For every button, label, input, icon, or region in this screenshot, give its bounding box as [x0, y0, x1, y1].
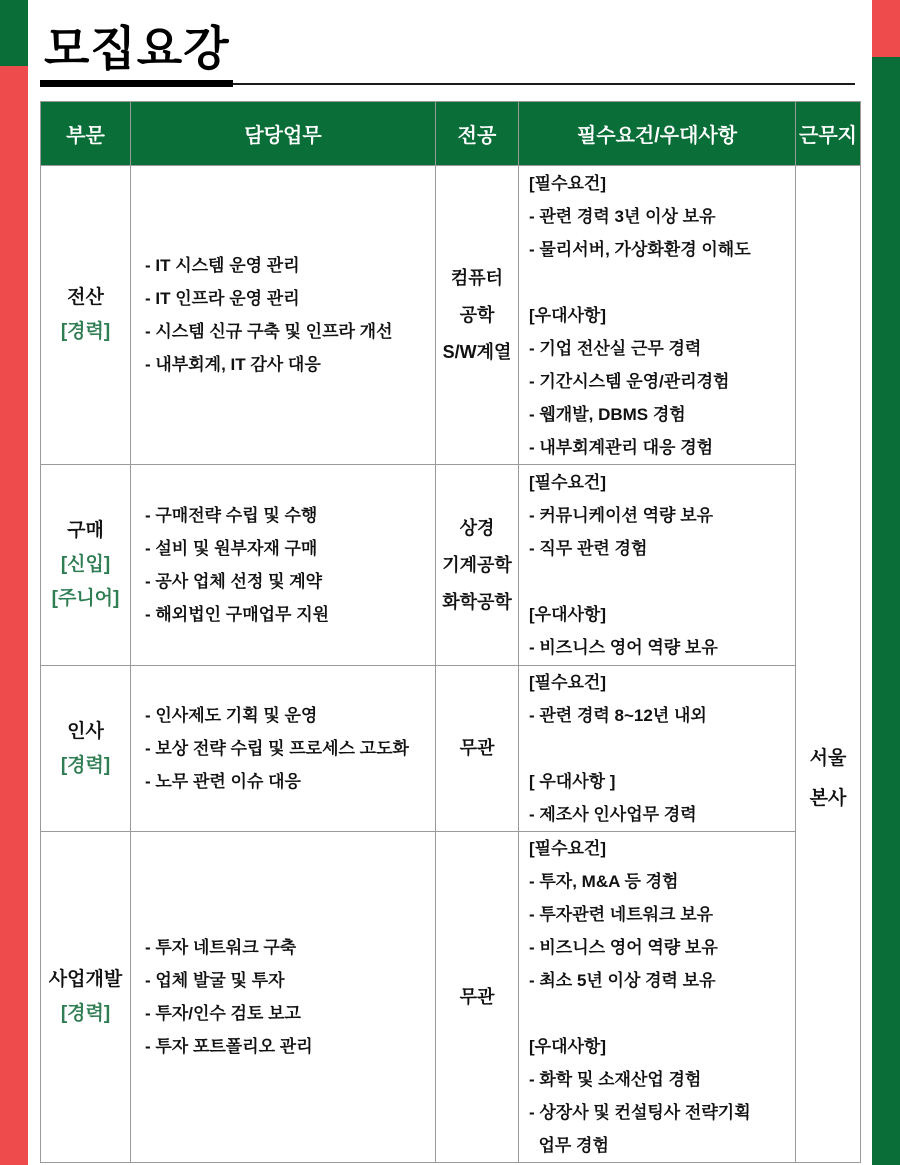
right-edge-stripe-red-cap	[872, 0, 900, 57]
division-tags	[41, 749, 130, 783]
text-line: - 구매전략 수립 및 수행	[145, 506, 318, 525]
duties-cell	[131, 666, 436, 832]
text-line: [필수요건]	[529, 839, 607, 858]
text-line: 서울	[809, 748, 847, 769]
text-line: [주니어]	[51, 588, 120, 609]
text-line: 무관	[459, 738, 495, 758]
text-line: [필수요건]	[529, 673, 607, 692]
major-cell	[436, 166, 519, 465]
text-line: - 관련 경력 3년 이상 보유	[529, 206, 716, 226]
col-header-division: 부문	[41, 102, 131, 166]
text-line: 화학공학	[442, 591, 512, 612]
text-line: - IT 인프라 운영 관리	[145, 289, 300, 308]
text-line: [경력]	[60, 754, 111, 776]
col-header-major: 전공	[436, 102, 519, 166]
text-line: [우대사항]	[529, 305, 607, 325]
text-line: - 내부회계, IT 감사 대응	[145, 355, 321, 374]
text-line: - 투자, M&A 등 경험	[529, 872, 679, 891]
text-line	[529, 732, 791, 765]
text-line: - 비즈니스 영어 역량 보유	[529, 938, 718, 957]
text-line: - 설비 및 원부자재 구매	[145, 539, 318, 558]
text-line: - 상장사 및 컨설팅사 전략기획	[529, 1103, 751, 1122]
text-line: - 공사 업체 선정 및 계약	[145, 572, 323, 591]
division-cell	[41, 166, 131, 465]
division-cell	[41, 832, 131, 1163]
requirements-cell	[519, 166, 796, 465]
table-row-purchasing	[41, 465, 861, 666]
division-name: 전산	[67, 287, 104, 308]
text-line: 업무 경험	[529, 1136, 609, 1155]
text-line: - 시스템 신규 구축 및 인프라 개선	[145, 322, 393, 341]
text-line: 기계공학	[442, 554, 512, 575]
text-line: [ 우대사항 ]	[529, 772, 616, 791]
duties-cell	[131, 832, 436, 1163]
left-edge-stripe-green-cap	[0, 0, 28, 66]
col-header-requirements: 필수요건/우대사항	[519, 102, 796, 166]
duties-cell	[131, 465, 436, 666]
text-line: - 투자 네트워크 구축	[145, 938, 297, 957]
text-line: - 기간시스템 운영/관리경험	[529, 371, 730, 391]
division-name: 인사	[67, 720, 104, 742]
right-edge-stripe-green	[872, 0, 900, 1165]
text-line: - 관련 경력 8~12년 내외	[529, 706, 707, 725]
division-tags	[41, 548, 130, 616]
text-line: S/W계열	[442, 341, 512, 362]
text-line: - 화학 및 소재산업 경험	[529, 1070, 702, 1089]
text-line: [필수요건]	[529, 473, 607, 492]
major-cell	[436, 832, 519, 1163]
text-line: - 인사제도 기획 및 운영	[145, 706, 318, 725]
duties-cell	[131, 166, 436, 465]
text-line: - 내부회계관리 대응 경험	[529, 437, 714, 457]
division-cell	[41, 465, 131, 666]
text-line: - 물리서버, 가상화환경 이해도	[529, 239, 751, 259]
text-line: - 제조사 인사업무 경력	[529, 805, 697, 824]
title-underline	[40, 80, 855, 88]
major-cell	[436, 666, 519, 832]
title-underline-thick-bar	[40, 80, 233, 87]
text-line: - 투자 포트폴리오 관리	[145, 1037, 313, 1056]
text-line: - 해외법인 구매업무 지원	[145, 605, 330, 624]
recruitment-table	[40, 101, 861, 1163]
col-header-duties: 담당업무	[131, 102, 436, 166]
left-edge-stripe-red	[0, 0, 28, 1165]
text-line	[529, 266, 791, 299]
requirements-cell	[519, 666, 796, 832]
text-line: - 투자관련 네트워크 보유	[529, 905, 714, 924]
text-line: - 비즈니스 영어 역량 보유	[529, 638, 718, 657]
text-line: 무관	[459, 986, 495, 1007]
table-row-business-development	[41, 832, 861, 1163]
text-line	[529, 565, 791, 598]
text-line: - 커뮤니케이션 역량 보유	[529, 506, 714, 525]
division-tags	[41, 997, 130, 1031]
text-line: 컴퓨터	[450, 267, 504, 288]
text-line: - 업체 발굴 및 투자	[145, 971, 285, 990]
page-title: 모집요강	[44, 22, 230, 75]
text-line: - 최소 5년 이상 경력 보유	[529, 971, 716, 990]
text-line: 공학	[459, 304, 495, 325]
text-line: - 기업 전산실 근무 경력	[529, 338, 702, 358]
text-line: 상경	[459, 517, 495, 538]
requirements-cell	[519, 832, 796, 1163]
text-line: 본사	[809, 788, 847, 809]
text-line: - 웹개발, DBMS 경험	[529, 404, 686, 424]
table-row-hr	[41, 666, 861, 832]
text-line: - IT 시스템 운영 관리	[145, 256, 300, 275]
division-name: 사업개발	[48, 969, 123, 990]
text-line: [우대사항]	[529, 1037, 607, 1056]
text-line: - 직무 관련 경험	[529, 539, 648, 558]
table-row-it	[41, 166, 861, 465]
text-line: [경력]	[60, 1003, 111, 1024]
division-cell	[41, 666, 131, 832]
text-line: [필수요건]	[529, 173, 607, 193]
table-header-row	[41, 102, 861, 166]
division-name: 구매	[67, 520, 104, 541]
text-line: [신입]	[60, 554, 111, 575]
text-line: - 노무 관련 이슈 대응	[145, 772, 301, 791]
text-line: [우대사항]	[529, 605, 607, 624]
text-line: [경력]	[60, 321, 111, 342]
major-cell	[436, 465, 519, 666]
text-line	[529, 997, 791, 1030]
text-line: - 보상 전략 수립 및 프로세스 고도화	[145, 739, 409, 758]
division-tags	[41, 315, 130, 349]
location-cell	[796, 166, 861, 1163]
requirements-cell	[519, 465, 796, 666]
text-line: - 투자/인수 검토 보고	[145, 1004, 301, 1023]
col-header-location: 근무지	[796, 102, 861, 166]
